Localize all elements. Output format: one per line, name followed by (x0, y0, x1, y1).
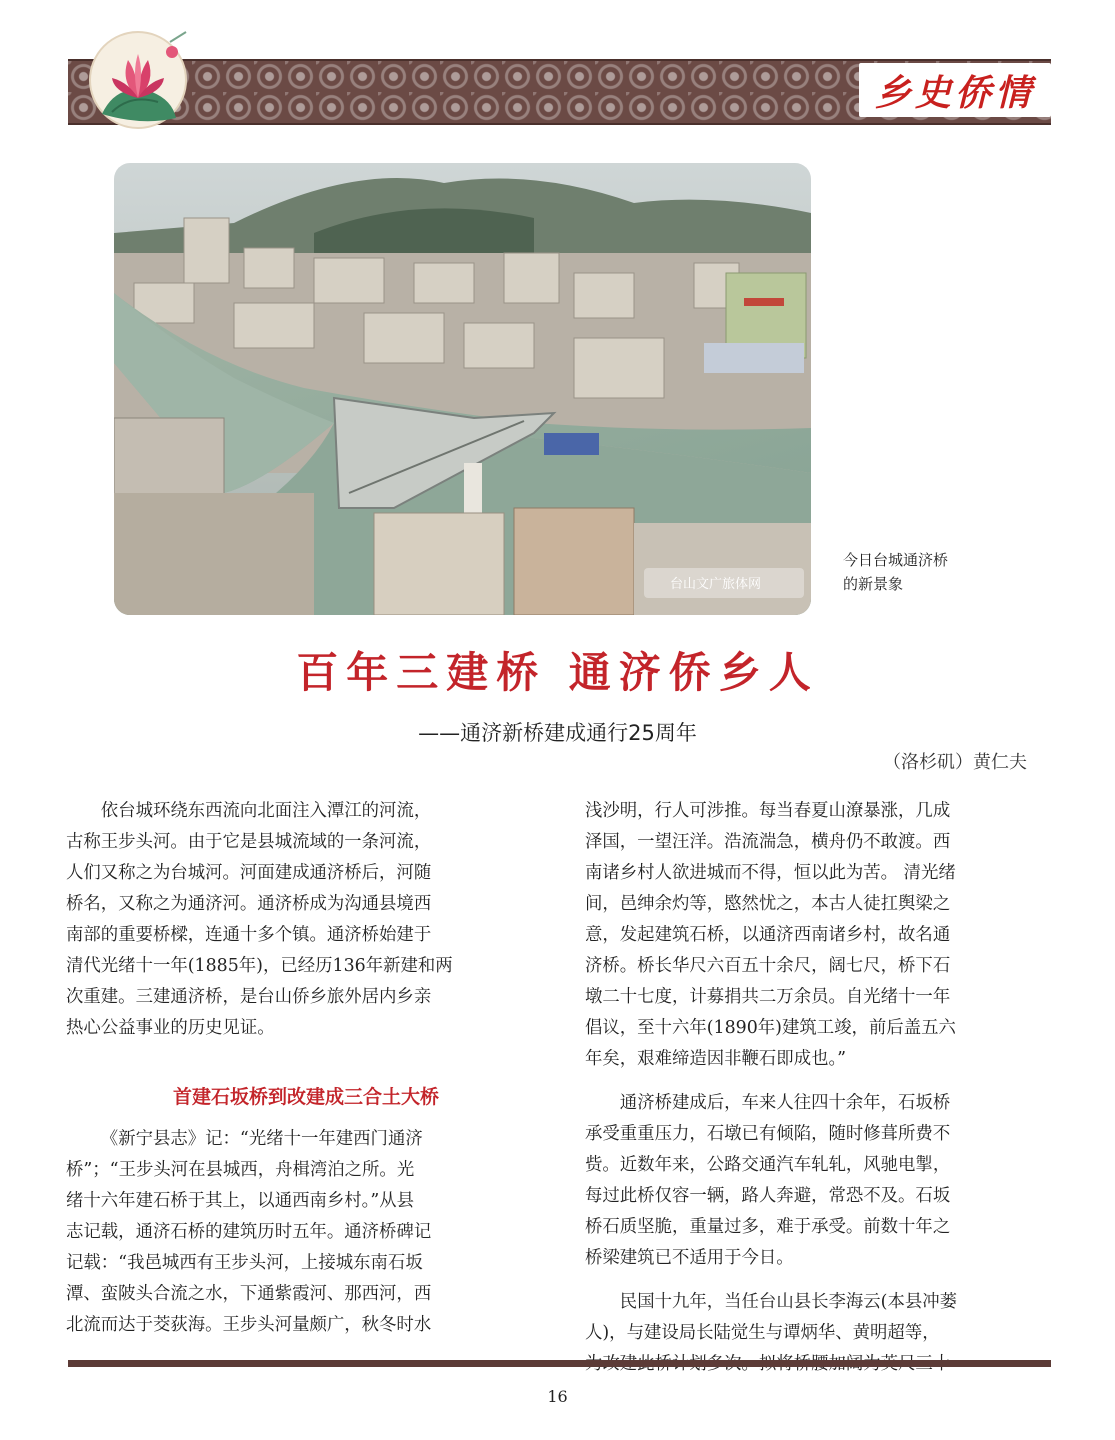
text-line: 济桥。桥长华尺六百五十余尺，阔七尺，桥下石 (585, 956, 951, 976)
bridge-aerial-photo (114, 163, 811, 615)
left-column-paragraph-1 (66, 796, 546, 1044)
text-line: 桥名，又称之为通济河。通济桥成为沟通县境西 (66, 894, 432, 914)
text-line: 古称王步头河。由于它是县城流域的一条河流， (66, 832, 432, 852)
text-line: 南部的重要桥樑，连通十多个镇。通济桥始建于 (66, 925, 432, 945)
section-heading: 首建石坂桥到改建成三合土大桥 (172, 1086, 439, 1108)
text-line: 年矣，艰难缔造因非鞭石即成也。” (585, 1049, 847, 1069)
left-column-paragraph-2 (66, 1124, 546, 1341)
text-line: 承受重重压力，石墩已有倾陷，随时修葺所费不 (585, 1124, 951, 1144)
text-line: 赀。近数年来，公路交通汽车轧轧，风驰电掣， (585, 1155, 951, 1175)
section-tag (859, 63, 1051, 117)
text-line: 南诸乡村人欲进城而不得，恒以此为苦。 清光绪 (585, 863, 956, 883)
photo-watermark: 台山文广旅体网 (670, 577, 762, 592)
lotus-emblem-icon (72, 22, 202, 132)
text-line: 记载：“我邑城西有王步头河，上接城东南石坂 (66, 1253, 423, 1273)
text-line: 桥石质坚脆，重量过多，难于承受。前数十年之 (585, 1217, 951, 1237)
author-byline: （洛杉矶）黄仁夫 (883, 752, 1027, 773)
text-line: 通济桥建成后，车来人往四十余年，石坂桥 (619, 1093, 951, 1113)
text-line: 泽国，一望汪洋。浩流湍急，横舟仍不敢渡。西 (585, 832, 951, 852)
footer-rule (68, 1360, 1051, 1367)
text-line: 次重建。三建通济桥，是台山侨乡旅外居内乡亲 (66, 987, 432, 1007)
text-line: 倡议，至十六年(1890年)建筑工竣，前后盖五六 (585, 1018, 956, 1038)
text-line: 桥梁建筑已不适用于今日。 (585, 1248, 794, 1268)
text-line: 桥”；“王步头河在县城西，舟楫湾泊之所。光 (66, 1160, 415, 1180)
text-line: 潭、蛮陂头合流之水，下通紫霞河、那西河，西 (66, 1284, 432, 1304)
text-line: 人)，与建设局长陆觉生与谭炳华、黄明超等， (585, 1323, 940, 1343)
section-tag-label: 乡史侨情 (874, 71, 1035, 114)
text-line: 墩二十七度，计募捐共二万余员。自光绪十一年 (585, 987, 951, 1007)
text-line: 绪十六年建石桥于其上，以通西南乡村。”从县 (66, 1191, 415, 1211)
caption-line: 的新景象 (843, 575, 904, 593)
right-column (585, 796, 1055, 1380)
text-line: 人们又称之为台城河。河面建成通济桥后，河随 (66, 863, 432, 883)
text-line: 志记载，通济石桥的建筑历时五年。通济桥碑记 (66, 1222, 432, 1242)
text-line: 清代光绪十一年(1885年)，已经历136年新建和两 (66, 956, 453, 976)
text-line: 北流而达于茭荻海。王步头河量颇广，秋冬时水 (66, 1315, 432, 1335)
text-line: 间，邑绅余灼等，愍然忧之，本古人徒扛舆梁之 (585, 894, 951, 914)
text-line: 《新宁县志》记：“光绪十一年建西门通济 (100, 1129, 423, 1149)
text-line: 依台城环绕东西流向北面注入潭江的河流， (100, 801, 432, 821)
page-number: 16 (547, 1387, 568, 1406)
article-subtitle: ——通济新桥建成通行25周年 (418, 721, 697, 745)
text-line: 热心公益事业的历史见证。 (66, 1018, 275, 1038)
caption-line: 今日台城通济桥 (843, 551, 949, 569)
photo-caption (843, 548, 1013, 596)
text-line: 浅沙明，行人可涉推。每当春夏山潦暴涨，几成 (585, 801, 951, 821)
text-line: 每过此桥仅容一辆，路人奔避，常恐不及。石坂 (585, 1186, 951, 1206)
article-title: 百年三建桥 通济侨乡人 (296, 648, 819, 697)
text-line: 意，发起建筑石桥，以通济西南诸乡村，故名通 (585, 925, 951, 945)
text-line: 民国十九年，当任台山县长李海云(本县冲蒌 (619, 1292, 958, 1312)
